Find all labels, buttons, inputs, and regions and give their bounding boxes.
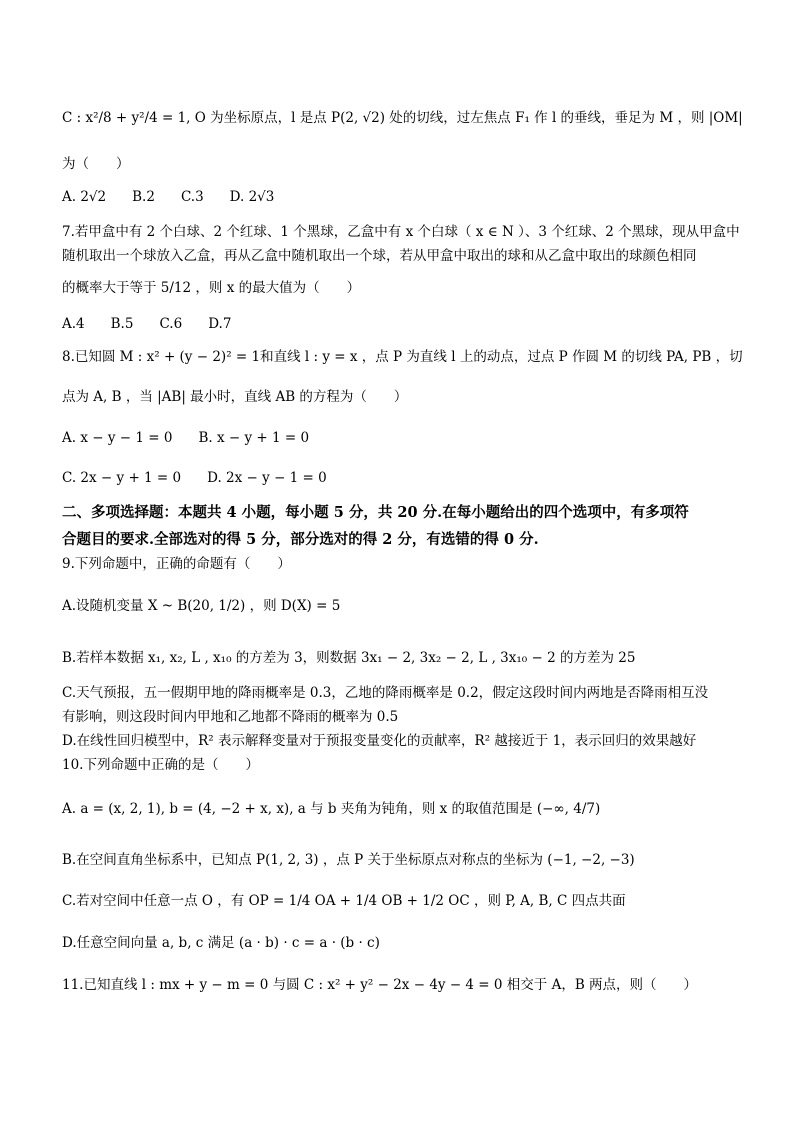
q11-stem: 11.已知直线 l : mx + y − m = 0 与圆 C : x² + y² − 2x − 4y − 4 = 0 相交于 A，B 两点，则（ ） — [62, 977, 698, 993]
q8-options-2 — [62, 470, 754, 486]
option: C. 2x − y + 1 = 0 — [62, 470, 182, 486]
option: B.5 — [110, 316, 134, 332]
q9-d: D.在线性回归模型中，R² 表示解释变量对于预报变量变化的贡献率，R² 越接近于 1，表示回归的效果越好 — [62, 733, 697, 749]
q10-b: B.在空间直角坐标系中，已知点 P(1, 2, 3) ，点 P 关于坐标原点对称点的坐标为 (−1, −2, −3) — [62, 852, 635, 868]
q7-options — [62, 316, 754, 332]
sec2-title-1: 二、多项选择题：本题共 4 小题，每小题 5 分，共 20 分.在每小题给出的四个选项中，有多项符 — [62, 504, 689, 521]
q6-stem-2: 为（ ） — [62, 156, 130, 172]
q9-a: A.设随机变量 X ~ B(20, 1/2) ，则 D(X) = 5 — [62, 598, 341, 614]
q9-c-2: 有影响，则这段时间内甲地和乙地都不降雨的概率为 0.5 — [62, 709, 399, 725]
option: A. 2√2 — [62, 189, 107, 205]
q7-stem-3: 的概率大于等于 5/12 ，则 x 的最大值为（ ） — [62, 280, 361, 296]
q10-d: D.任意空间向量 a, b, c 满足 (a · b) · c = a · (b · c) — [62, 935, 380, 951]
q8-stem-1: 8.已知圆 M : x² + (y − 2)² = 1和直线 l : y = x ，点 P 为直线 l 上的动点，过点 P 作圆 M 的切线 PA, PB ，切 — [62, 349, 743, 365]
option: B.2 — [132, 189, 155, 205]
q7-stem-1: 7.若甲盒中有 2 个白球、2 个红球、1 个黑球，乙盒中有 x 个白球（ x ∈ N ）、3 个红球、2 个黑球，现从甲盒中 — [62, 224, 740, 240]
option: D. 2x − y − 1 = 0 — [207, 470, 327, 486]
option: A.4 — [62, 316, 85, 332]
option: D. 2√3 — [229, 189, 275, 205]
q6-stem: C : x²/8 + y²/4 = 1, O 为坐标原点，l 是点 P(2, √2) 处的切线，过左焦点 F₁ 作 l 的垂线，垂足为 M ，则 |OM| — [62, 110, 743, 126]
q7-stem-2: 随机取出一个球放入乙盒，再从乙盒中随机取出一个球，若从甲盒中取出的球和从乙盒中取出的球颜色相同 — [62, 248, 697, 264]
option: C.3 — [180, 189, 204, 205]
q9-b: B.若样本数据 x₁, x₂, L , x₁₀ 的方差为 3，则数据 3x₁ − 2, 3x₂ − 2, L , 3x₁₀ − 2 的方差为 25 — [62, 650, 636, 666]
sec2-title-2: 合题目的要求.全部选对的得 5 分，部分选对的得 2 分，有选错的得 0 分. — [62, 531, 539, 548]
option: A. x − y − 1 = 0 — [62, 430, 173, 446]
q10-stem: 10.下列命题中正确的是（ ） — [62, 757, 259, 773]
option: D.7 — [208, 316, 232, 332]
q9-stem: 9.下列命题中，正确的命题有（ ） — [62, 556, 291, 572]
option: C.6 — [159, 316, 183, 332]
q6-options — [62, 189, 754, 205]
q9-c-1: C.天气预报，五一假期甲地的降雨概率是 0.3，乙地的降雨概率是 0.2，假定这段时间内两地是否降雨相互没 — [62, 685, 709, 701]
q10-a: A. a = (x, 2, 1), b = (4, −2 + x, x), a 与 b 夹角为钝角，则 x 的取值范围是 (−∞, 4/7) — [62, 801, 601, 817]
q10-c: C.若对空间中任意一点 O ，有 OP = 1/4 OA + 1/4 OB + 1/2 OC ，则 P, A, B, C 四点共面 — [62, 893, 626, 909]
q8-options-1 — [62, 430, 754, 446]
option: B. x − y + 1 = 0 — [198, 430, 310, 446]
q8-stem-2: 点为 A, B ，当 |AB| 最小时，直线 AB 的方程为（ ） — [62, 389, 408, 405]
